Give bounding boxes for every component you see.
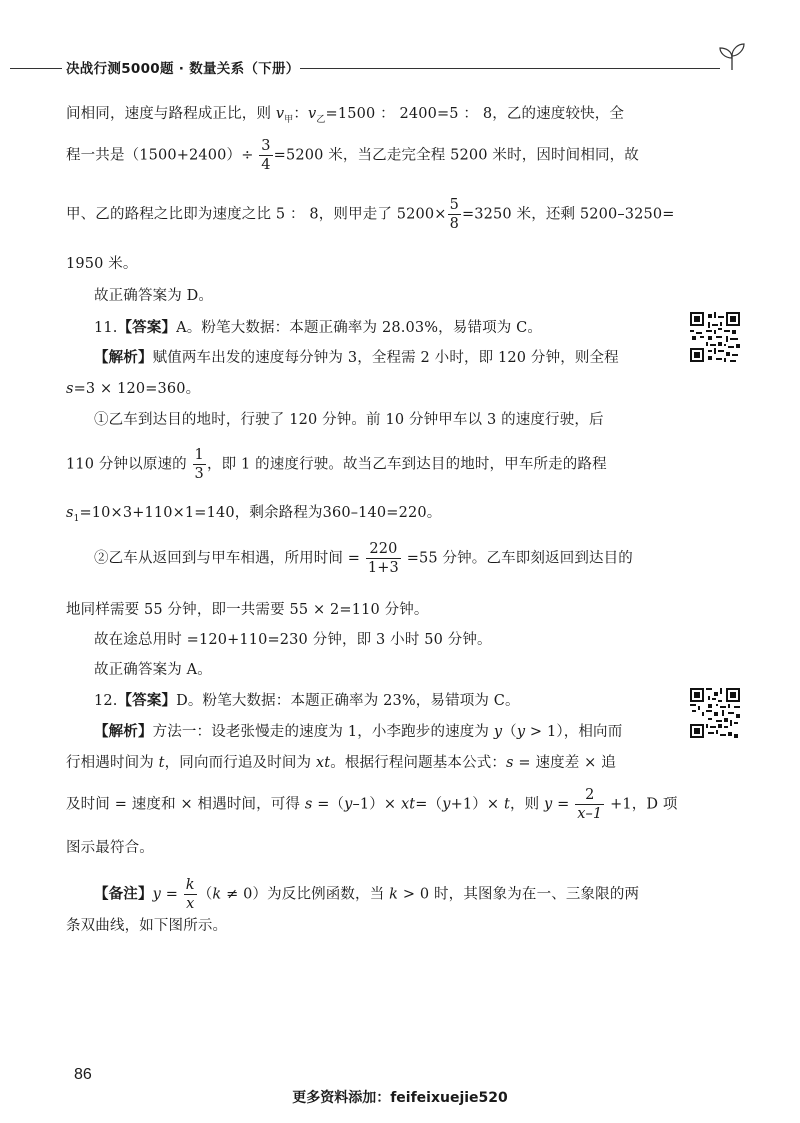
running-header-title: 决战行测5000题 · 数量关系（下册）	[66, 61, 300, 77]
variable: s	[304, 796, 313, 813]
text-run: –1）×	[352, 796, 401, 813]
text-line: 图示最符合。	[66, 840, 154, 856]
denominator: 8	[449, 216, 459, 233]
text-run: 甲、乙的路程之比即为速度之比 5 ： 8，则甲走了 5200×	[66, 206, 447, 223]
analysis-tag: 【解析】	[94, 723, 153, 740]
denominator: 4	[261, 157, 271, 174]
page-number: 86	[74, 1066, 92, 1083]
variable: k	[389, 886, 399, 903]
text-line	[66, 446, 607, 483]
text-run: （	[197, 886, 213, 903]
text-run: > 0 时，其图象为在一、三象限的两	[398, 886, 640, 903]
variable: y	[152, 886, 161, 903]
text-line: 故正确答案为 D。	[94, 288, 214, 304]
qr-code-icon[interactable]	[690, 312, 740, 362]
text-run: 程一共是（1500+2400）÷	[66, 147, 259, 164]
text-run: = 速度差 × 追	[513, 755, 616, 771]
text-run: =	[160, 886, 183, 903]
fraction	[366, 540, 401, 577]
text-run: > 1），相向而	[525, 724, 623, 740]
variable: y	[544, 796, 553, 813]
fraction	[184, 876, 197, 913]
denominator: x	[186, 896, 195, 913]
text-line	[66, 501, 441, 524]
text-run: ，则	[509, 796, 545, 813]
sprout-icon	[714, 36, 750, 72]
fraction	[259, 137, 272, 174]
numerator: 5	[448, 196, 461, 215]
numerator: 220	[366, 540, 401, 559]
text-line	[66, 137, 639, 174]
text-run: 间相同，速度与路程成正比，则	[66, 106, 276, 122]
question-number: 12.	[94, 693, 118, 709]
fraction	[193, 446, 206, 483]
text-run: =3250 米，还剩 5200–3250=	[461, 206, 675, 223]
text-line	[66, 786, 678, 823]
text-run: =（	[415, 796, 443, 813]
analysis-line	[94, 720, 622, 741]
text-line	[66, 377, 200, 398]
text-run: +1）×	[450, 796, 504, 813]
fraction	[448, 196, 461, 233]
text-run: ，同向而行追及时间为	[164, 755, 316, 771]
text-run: ，即 1 的速度行驶。故当乙车到达目的地时，甲车所走的路程	[206, 456, 607, 473]
text-run: ②乙车从返回到与甲车相遇，所用时间 =	[94, 550, 365, 567]
fraction	[575, 786, 604, 823]
numerator: 3	[259, 137, 272, 156]
text-line	[94, 540, 633, 577]
subscript: 甲	[284, 114, 294, 125]
text-run: =（	[312, 796, 345, 813]
text-line: ①乙车到达目的地时，行驶了 120 分钟。前 10 分钟甲车以 3 的速度行驶，后	[94, 412, 604, 428]
header-rule-right	[300, 68, 720, 69]
text-run: =10×3+110×1=140，剩余路程为360–140=220。	[79, 505, 442, 521]
text-run: 及时间 = 速度和 × 相遇时间，可得	[66, 796, 305, 813]
qr-code-icon[interactable]	[690, 688, 740, 738]
text-line: 条双曲线，如下图所示。	[66, 918, 228, 934]
variable: t	[503, 796, 510, 813]
variable: xt	[315, 755, 331, 771]
text-line	[66, 751, 616, 772]
text-run: 行相遇时间为	[66, 755, 159, 771]
text-line: 故在途总用时 =120+110=230 分钟，即 3 小时 50 分钟。	[94, 632, 492, 648]
numerator: 1	[193, 446, 206, 465]
answer-line-12	[94, 689, 520, 710]
text-line: 故正确答案为 A。	[94, 662, 212, 678]
text-run: D。粉笔大数据：本题正确率为 23%，易错项为 C。	[176, 693, 520, 709]
variable: s	[66, 505, 74, 521]
text-run: +1，D 项	[605, 796, 678, 813]
text-line: 地同样需要 55 分钟，即一共需要 55 × 2=110 分钟。	[66, 602, 429, 618]
answer-tag: 【答案】	[117, 319, 177, 336]
text-line	[66, 196, 675, 233]
text-run: =5200 米，当乙走完全程 5200 米时，因时间相同，故	[273, 147, 639, 164]
text-run: =55 分钟。乙车即刻返回到达目的	[401, 550, 633, 567]
denominator: x–1	[577, 806, 603, 823]
variable: y	[516, 724, 526, 740]
variable: y	[344, 796, 353, 813]
analysis-line	[94, 346, 619, 367]
note-tag: 【备注】	[94, 885, 153, 903]
variable: v	[308, 106, 317, 122]
text-run: ：	[293, 106, 309, 122]
text-run: 110 分钟以原速的	[66, 456, 192, 473]
header-rule-left	[10, 68, 62, 69]
note-line	[94, 876, 639, 913]
subscript: 乙	[316, 114, 326, 125]
text-run: A。粉笔大数据：本题正确率为 28.03%，易错项为 C。	[176, 320, 543, 336]
subscript: 1	[73, 513, 80, 524]
text-run: ≠ 0）为反比例函数，当	[221, 886, 390, 903]
question-number: 11.	[94, 320, 118, 336]
text-line	[66, 102, 624, 125]
text-line: 1950 米。	[66, 256, 138, 272]
variable: xt	[400, 796, 416, 813]
footer-note: 更多资料添加：feifeixuejie520	[292, 1090, 508, 1106]
variable: s	[506, 755, 514, 771]
text-run: 方法一：设老张慢走的速度为 1，小李跑步的速度为	[152, 724, 494, 740]
text-run: （	[502, 724, 517, 740]
numerator: 2	[575, 786, 604, 805]
variable: y	[493, 724, 503, 740]
text-run: 赋值两车出发的速度每分钟为 3，全程需 2 小时，即 120 分钟，则全程	[152, 350, 619, 366]
answer-tag: 【答案】	[117, 692, 177, 709]
variable: y	[442, 796, 451, 813]
analysis-tag: 【解析】	[94, 349, 153, 366]
text-run: 。根据行程问题基本公式：	[330, 755, 507, 771]
text-run: =3 × 120=360。	[73, 381, 201, 397]
variable: k	[212, 886, 222, 903]
variable: s	[66, 381, 74, 397]
numerator: k	[184, 876, 197, 895]
text-run: =1500 ： 2400=5 ： 8，乙的速度较快，全	[325, 106, 625, 122]
text-run: =	[552, 796, 575, 813]
denominator: 1+3	[367, 560, 399, 577]
denominator: 3	[194, 466, 204, 483]
variable: t	[158, 755, 165, 771]
variable: v	[275, 106, 285, 122]
answer-line-11	[94, 316, 542, 337]
